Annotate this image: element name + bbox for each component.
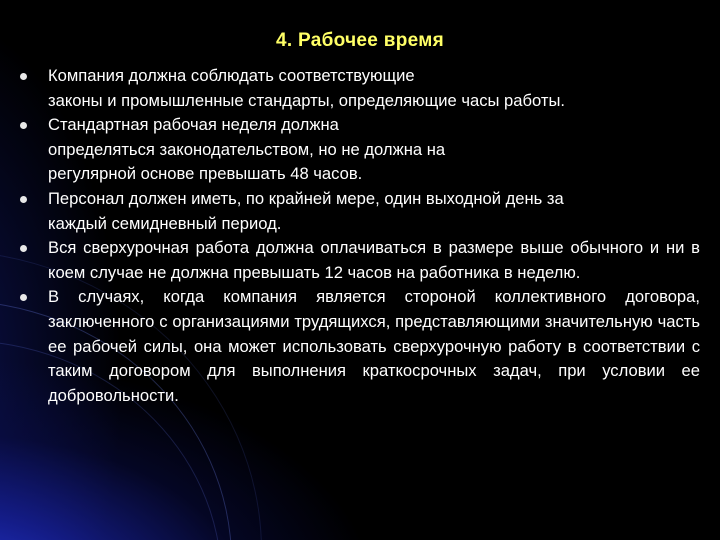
bullet-dot-icon xyxy=(20,73,27,80)
bullet-dot-icon xyxy=(20,294,27,301)
bullet-item xyxy=(20,187,700,236)
bullet-text: Вся сверхурочная работа должна оплачиваться в размере выше обычного и ни в коем случае не должна превышать 12 часов на работника в неделю. xyxy=(48,238,700,282)
bullet-line: Персонал должен иметь, по крайней мере, один выходной день за xyxy=(48,188,564,208)
bullet-dot-icon xyxy=(20,122,27,129)
bullet-line: определяться законодательством, но не должна на xyxy=(48,139,446,159)
bullet-line: каждый семидневный период. xyxy=(48,213,282,233)
bullet-dot-icon xyxy=(20,245,27,252)
bullet-item xyxy=(20,64,700,113)
bullet-text: В случаях, когда компания является стороной коллективного договора, заключенного с организациями трудящихся, представляющими значительную часть ее рабочей силы, она может использовать сверхурочную работу в соответствии с таким договором для выполнения краткосрочных задач, при условии ее добровольности. xyxy=(48,287,700,405)
bullet-line: Стандартная рабочая неделя должна xyxy=(48,115,339,135)
bullet-line: Компания должна соблюдать соответствующие xyxy=(48,66,415,85)
bullet-item xyxy=(20,113,700,187)
bullet-line: законы и промышленные стандарты, определяющие часы работы. xyxy=(48,90,566,110)
bullet-dot-icon xyxy=(20,196,27,203)
bullet-item xyxy=(20,236,700,285)
bullet-item xyxy=(20,285,700,408)
slide-title: 4. Рабочее время xyxy=(276,30,444,51)
bullet-line: регулярной основе превышать 48 часов. xyxy=(48,164,363,184)
bullet-list xyxy=(20,64,700,408)
